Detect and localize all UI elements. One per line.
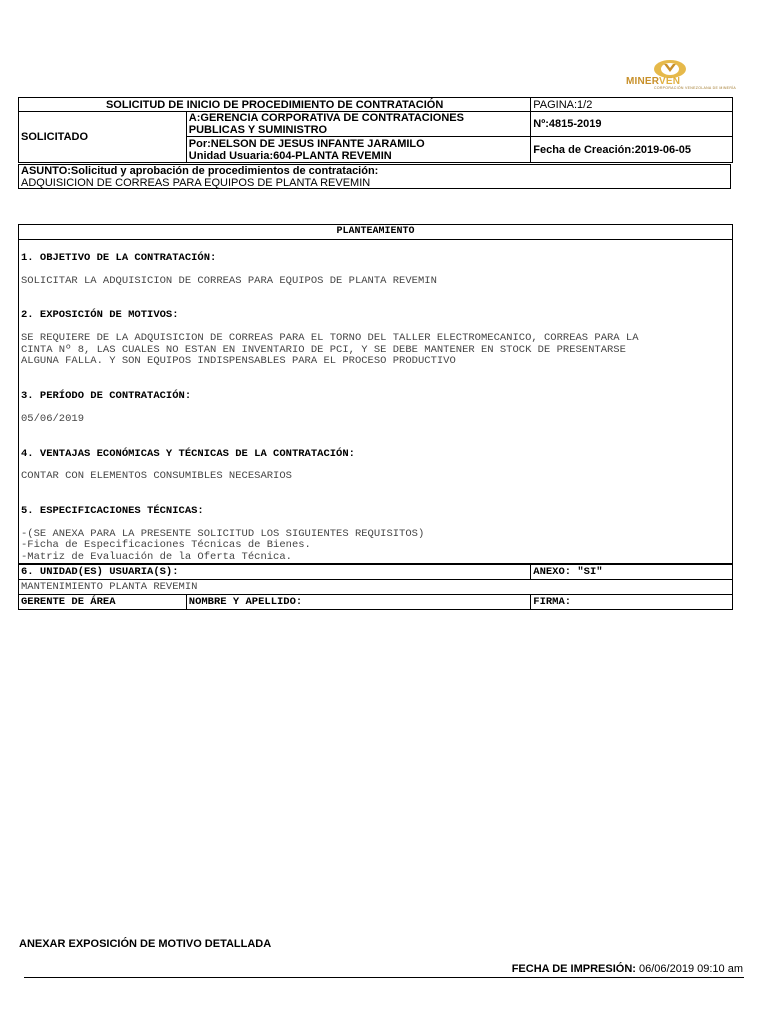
asunto-text: ADQUISICION DE CORREAS PARA EQUIPOS DE PLANTA REVEMIN [21, 177, 371, 189]
planteamiento-box [18, 224, 733, 564]
requester-name: Por:NELSON DE JESUS INFANTE JARAMILO [188, 137, 425, 150]
planteamiento-title: PLANTEAMIENTO [19, 225, 732, 240]
section-5-title: 5. ESPECIFICACIONES TÉCNICAS: [21, 505, 204, 517]
section-3-title: 3. PERÍODO DE CONTRATACIÓN: [21, 390, 192, 402]
solicitado-label: SOLICITADO [19, 112, 187, 163]
name-label: NOMBRE Y APELLIDO: [186, 595, 530, 610]
section-4-text: CONTAR CON ELEMENTOS CONSUMIBLES NECESARIOS [21, 470, 292, 482]
creation-date: Fecha de Creación:2019-06-05 [531, 137, 733, 163]
anexo-label: ANEXO: "SI" [531, 565, 733, 580]
recipient-line-1: A:GERENCIA CORPORATIVA DE CONTRATACIONES [188, 112, 464, 124]
recipient-cell [186, 112, 530, 137]
requester-cell [186, 137, 530, 163]
user-unit: Unidad Usuaria:604-PLANTA REVEMIN [188, 149, 392, 162]
recipient-line-2: PUBLICAS Y SUMINISTRO [188, 124, 328, 136]
signature-table [18, 564, 733, 610]
request-number: Nº:4815-2019 [531, 112, 733, 137]
logo-wordmark: MINERVEN [626, 76, 681, 87]
section-2-line-3: ALGUNA FALLA. Y SON EQUIPOS INDISPENSABLES PARA EL PROCESO PRODUCTIVO [21, 355, 456, 367]
form-title: SOLICITUD DE INICIO DE PROCEDIMIENTO DE CONTRATACIÓN [19, 98, 531, 112]
section-2-line-2: CINTA Nº 8, LAS CUALES NO ESTAN EN INVENTARIO DE PCI, Y SE DEBE MANTENER EN STOCK DE PRESENTARSE [21, 344, 626, 356]
signature-label: FIRMA: [531, 595, 733, 610]
section-1-title: 1. OBJETIVO DE LA CONTRATACIÓN: [21, 252, 217, 264]
user-unit-value: MANTENIMIENTO PLANTA REVEMIN [19, 580, 733, 595]
print-date-label: FECHA DE IMPRESIÓN: [511, 963, 636, 975]
section-2-line-1: SE REQUIERE DE LA ADQUISICION DE CORREAS PARA EL TORNO DEL TALLER ELECTROMECANICO, CORREAS PARA LA [21, 332, 639, 344]
footer-divider [24, 977, 744, 978]
attachment-note: ANEXAR EXPOSICIÓN DE MOTIVO DETALLADA [19, 938, 272, 950]
asunto-box [18, 164, 731, 189]
print-date [512, 963, 743, 975]
logo-subtitle: CORPORACIÓN VENEZOLANA DE MINERÍA [654, 86, 737, 90]
page-number: PAGINA:1/2 [531, 98, 733, 112]
section-5-line-2: -Ficha de Especificaciones Técnicas de Bienes. [21, 539, 311, 551]
header-table [18, 97, 733, 163]
section-2-title: 2. EXPOSICIÓN DE MOTIVOS: [21, 309, 179, 321]
area-manager-label: GERENTE DE ÁREA [19, 595, 187, 610]
section-3-text: 05/06/2019 [21, 413, 85, 425]
user-units-label: 6. UNIDAD(ES) USUARIA(S): [19, 565, 531, 580]
section-1-text: SOLICITAR LA ADQUISICION DE CORREAS PARA EQUIPOS DE PLANTA REVEMIN [21, 275, 437, 287]
section-4-title: 4. VENTAJAS ECONÓMICAS Y TÉCNICAS DE LA CONTRATACIÓN: [21, 448, 355, 460]
print-date-value: 06/06/2019 09:10 am [639, 963, 743, 975]
asunto-label: ASUNTO:Solicitud y aprobación de procedimientos de contratación: [21, 165, 379, 177]
section-5-line-3: -Matriz de Evaluación de la Oferta Técnica. [21, 551, 292, 563]
section-5-line-1: -(SE ANEXA PARA LA PRESENTE SOLICITUD LOS SIGUIENTES REQUISITOS) [21, 528, 425, 540]
